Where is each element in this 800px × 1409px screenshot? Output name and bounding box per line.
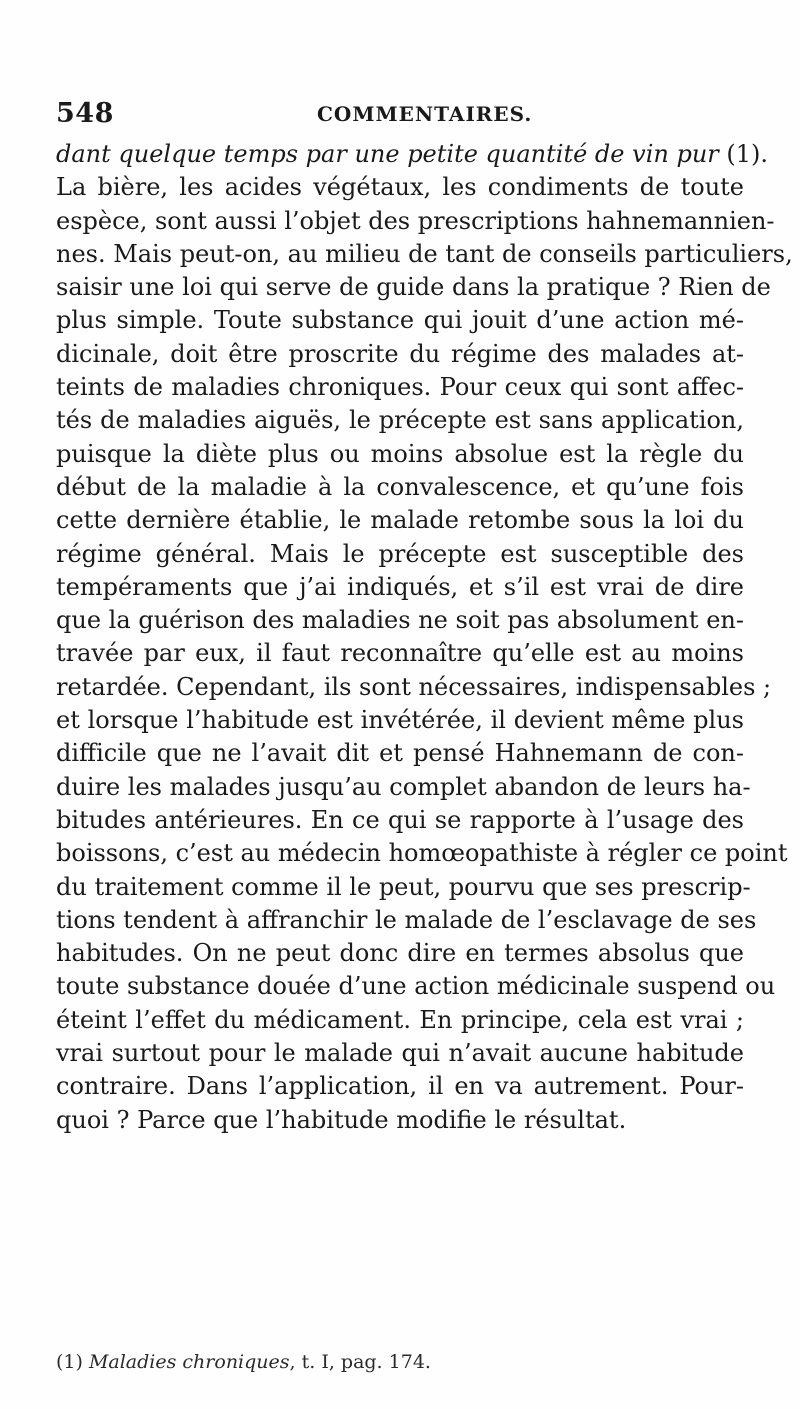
footnote: [56, 1351, 746, 1373]
text-line: nes. Mais peut-on, au milieu de tant de conseils particuliers,: [56, 239, 793, 268]
running-head: COMMENTAIRES.: [317, 102, 533, 126]
footnote-reference: (1).: [718, 140, 769, 168]
text-line: habitudes. On ne peut donc dire en termes absolus que: [56, 939, 744, 968]
text-line: duire les malades jusqu’au complet abandon de leurs ha-: [56, 772, 751, 801]
text-line-last: quoi ? Parce que l’habitude modifie le résultat.: [56, 1105, 627, 1134]
page-number: 548: [56, 98, 114, 129]
text-line: teints de maladies chroniques. Pour ceux qui sont affec-: [56, 373, 744, 402]
text-line: et lorsque l’habitude est invétérée, il devient même plus: [56, 706, 744, 735]
italic-phrase: dant quelque temps par une petite quantité de vin pur: [56, 140, 719, 168]
text-line: toute substance douée d’une action médicinale suspend ou: [56, 972, 776, 1001]
text-line: vrai surtout pour le malade qui n’avait aucune habitude: [56, 1039, 744, 1068]
footnote-citation: , t. I, pag. 174.: [289, 1351, 431, 1373]
body-text: [56, 138, 793, 1137]
text-line: éteint l’effet du médicament. En principe, cela est vrai ;: [56, 1005, 744, 1034]
footnote-marker: (1): [56, 1351, 89, 1373]
text-line: plus simple. Toute substance qui jouit d’une action mé-: [56, 306, 744, 335]
text-line: saisir une loi qui serve de guide dans la pratique ? Rien de: [56, 273, 771, 302]
text-line: puisque la diète plus ou moins absolue est la règle du: [56, 439, 744, 468]
text-line: difficile que ne l’avait dit et pensé Hahnemann de con-: [56, 739, 744, 768]
text-line: dicinale, doit être proscrite du régime des malades at-: [56, 339, 744, 368]
text-line: bitudes antérieures. En ce qui se rapporte à l’usage des: [56, 805, 744, 834]
page-header: [56, 98, 746, 134]
text-line: que la guérison des maladies ne soit pas absolument en-: [56, 606, 744, 635]
text-line-1: [56, 138, 769, 171]
text-line: régime général. Mais le précepte est susceptible des: [56, 539, 744, 568]
text-line: tempéraments que j’ai indiqués, et s’il est vrai de dire: [56, 572, 744, 601]
text-line: boissons, c’est au médecin homœopathiste à régler ce point: [56, 839, 788, 868]
text-line: du traitement comme il le peut, pourvu que ses prescrip-: [56, 872, 751, 901]
text-line: retardée. Cependant, ils sont nécessaires, indispensables ;: [56, 672, 772, 701]
text-line: travée par eux, il faut reconnaître qu’elle est au moins: [56, 639, 744, 668]
text-line: tés de maladies aiguës, le précepte est sans application,: [56, 406, 744, 435]
text-line: contraire. Dans l’application, il en va autrement. Pour-: [56, 1072, 744, 1101]
text-line: La bière, les acides végétaux, les condiments de toute: [56, 173, 744, 202]
text-line: début de la maladie à la convalescence, et qu’une fois: [56, 472, 744, 501]
text-line: tions tendent à affranchir le malade de l’esclavage de ses: [56, 905, 757, 934]
footnote-title: Maladies chroniques: [88, 1351, 290, 1373]
text-line: espèce, sont aussi l’objet des prescriptions hahnemannien-: [56, 206, 775, 235]
text-line: cette dernière établie, le malade retombe sous la loi du: [56, 506, 744, 535]
